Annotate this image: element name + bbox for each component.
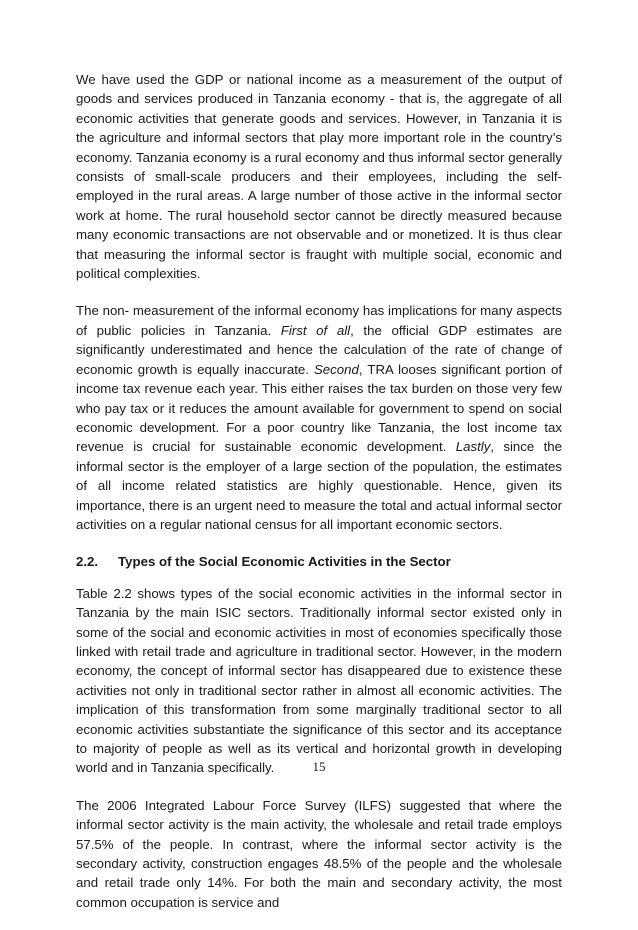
paragraph-gdp-measurement: We have used the GDP or national income as a measurement of the output of goods and services produced in Tanzania economy - that is, the aggregate of all economic activities that generate goods and services. However, in Tanzania it is the agriculture and informal sectors that play more important role in the country’s economy. Tanzania economy is a rural economy and thus informal sector generally consists of small-scale producers and their employees, including the self-employed in the rural areas. A large number of those active in the informal sector work at home. The rural household sector cannot be directly measured because many economic transactions are not observable and or monetized. It is thus clear that measuring the informal sector is fraught with multiple social, economic and political complexities. bbox=[76, 72, 562, 282]
paragraph-text-segment: , since the informal sector is the employer of a large section of the population, the estimates of all income related statistics are highly questionable. Hence, given its importance, there is an urgent need to measure the total and actual informal sector activities on a regular national census for all important economic sectors. bbox=[76, 439, 562, 532]
page-number: 15 bbox=[312, 759, 326, 774]
paragraph-text-segment: , TRA looses significant portion of income tax revenue each year. This either raises the tax burden on those very few who pay tax or it reduces the amount available for government to spend on social economic development. For a poor country like Tanzania, the lost income tax revenue is crucial for sustainable economic development. bbox=[76, 361, 562, 455]
paragraph-non-measurement-implications bbox=[76, 301, 562, 534]
section-heading bbox=[76, 552, 562, 571]
emphasis-second: Second bbox=[313, 361, 359, 377]
paragraph-table-2-2: Table 2.2 shows types of the social economic activities in the informal sector in Tanzania by the main ISIC sectors. Traditionally informal sector existed only in some of the social and economic activities in most of economies specifically those linked with retail trade and agriculture in traditional sector. However, in the modern economy, the concept of informal sector has disappeared due to existence these activities not only in traditional sector rather in almost all economic activities. The implication of this transformation from some marginally traditional sector to all economic activities substantiate the significance of this sector and its acceptance to majority of people as well as its vertical and horizontal growth in developing world and in Tanzania specifically. bbox=[76, 585, 562, 776]
paragraph-ilfs-2006: The 2006 Integrated Labour Force Survey (ILFS) suggested that where the informal sector activity is the main activity, the wholesale and retail trade employs 57.5% of the people. In contrast, where the informal sector activity is the secondary activity, construction engages 48.5% of the people and the wholesale and retail trade only 14%. For both the main and secondary activity, the most common occupation is service and bbox=[76, 797, 562, 910]
paragraph-text-segment: The non- measurement of the informal economy has implications for many aspects of public policies in Tanzania. bbox=[76, 303, 562, 338]
section-title: Types of the Social Economic Activities in the Sector bbox=[118, 554, 451, 570]
page-content bbox=[76, 70, 562, 930]
emphasis-lastly: Lastly bbox=[455, 439, 491, 455]
emphasis-first-of-all: First of all bbox=[280, 322, 351, 338]
paragraph-text-segment: , the official GDP estimates are significantly underestimated and hence the calculation of the rate of change of economic growth is equally inaccurate. bbox=[76, 322, 563, 377]
section-number: 2.2. bbox=[76, 554, 99, 570]
